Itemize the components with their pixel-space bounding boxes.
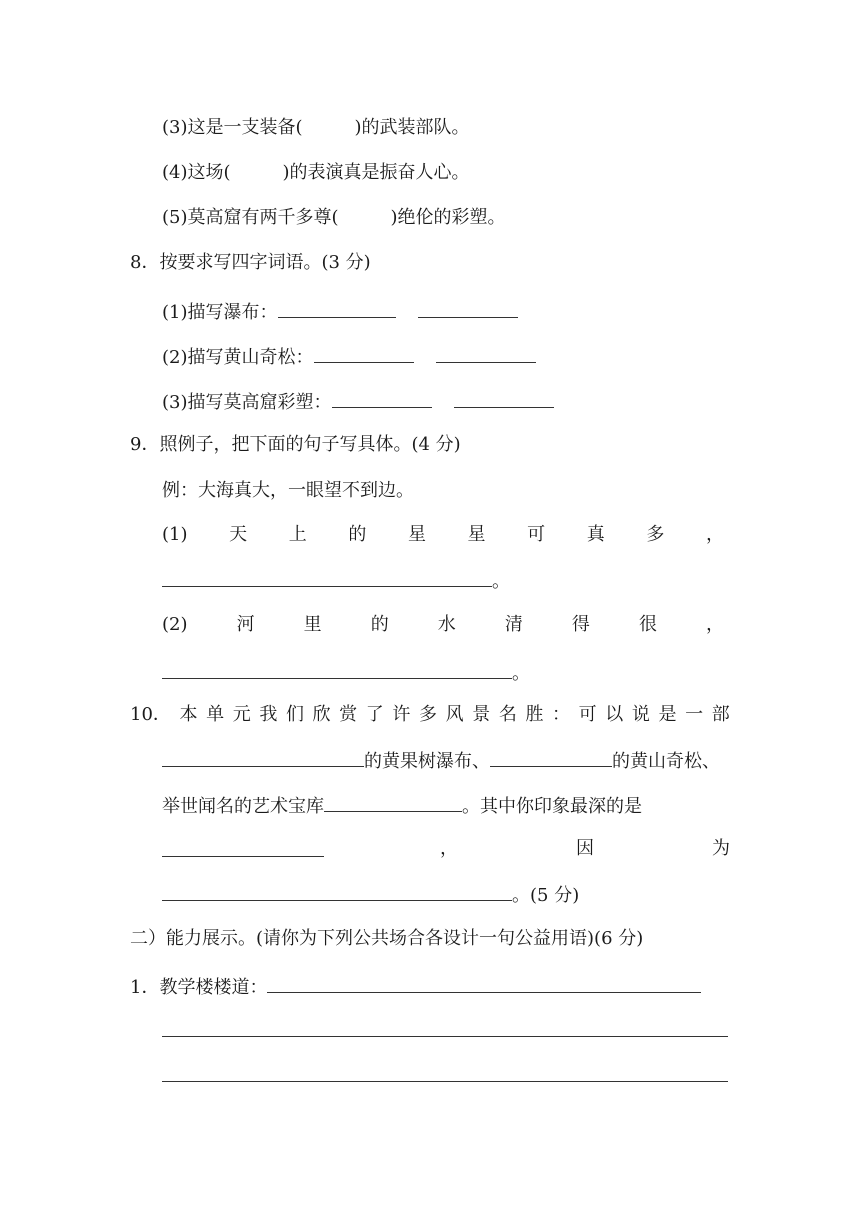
q9-item-2-continuation [162, 658, 530, 684]
q10-char: 可 [578, 704, 597, 725]
q10-char: 了 [365, 704, 384, 725]
q9-item-2-char: ， [706, 614, 724, 635]
answer-blank[interactable] [162, 836, 324, 857]
q10-char: 本 [179, 704, 198, 725]
q10-char: 说 [631, 704, 650, 725]
q10-char: 欣 [312, 704, 331, 725]
q9-item-1-char: 的 [348, 524, 367, 545]
q7-item-4-before: (4)这场( [162, 162, 231, 183]
q10-char: 名 [498, 704, 517, 725]
answer-blank[interactable] [162, 566, 492, 587]
q9-item-2-char: (2) [162, 614, 188, 635]
q10-char-yin: 因 [576, 838, 594, 859]
q9-item-1-char: 真 [586, 524, 605, 545]
q9-example: 例：大海真大，一眼望不到边。 [162, 480, 414, 501]
q10-char: 们 [285, 704, 304, 725]
q10-char: 部 [711, 704, 730, 725]
answer-blank[interactable] [162, 746, 364, 767]
q8-title: 8．按要求写四字词语。(3 分) [130, 252, 371, 273]
q9-item-1-char: 星 [407, 524, 426, 545]
answer-blank[interactable] [332, 387, 432, 408]
q7-item-3-after: )的武装部队。 [354, 117, 470, 138]
q9-item-2-char: 河 [236, 614, 255, 635]
q7-item-3 [162, 115, 470, 141]
q9-item-2 [162, 612, 724, 638]
q9-item-2-char: 很 [638, 614, 657, 635]
q10-char: ： [552, 704, 571, 725]
q10-line-3 [162, 791, 642, 817]
q8-item-1-label: (1)描写瀑布： [162, 302, 278, 323]
q10-char: 风 [445, 704, 464, 725]
q7-item-5 [162, 205, 506, 231]
section-2-item-1 [130, 972, 701, 998]
period: 。 [512, 663, 530, 684]
q10-char: 是 [658, 704, 677, 725]
q10-char: 我 [259, 704, 278, 725]
q10-line-5-end: 。(5 分) [512, 885, 580, 906]
q10-char: 一 [685, 704, 704, 725]
q7-item-5-before: (5)莫高窟有两千多尊( [162, 207, 339, 228]
q9-item-1-char: 可 [527, 524, 546, 545]
q10-char: 元 [232, 704, 251, 725]
q10-char: 赏 [339, 704, 358, 725]
section-2-title: 二）能力展示。(请你为下列公共场合各设计一句公益用语)(6 分) [130, 928, 644, 949]
q10-line-4 [162, 836, 730, 862]
q10-char-wei: 为 [712, 838, 730, 859]
q10-char: 10． [130, 704, 171, 725]
answer-blank[interactable] [162, 658, 512, 679]
answer-blank[interactable] [418, 297, 518, 318]
q8-item-3-label: (3)描写莫高窟彩塑： [162, 392, 332, 413]
q8-item-2 [162, 342, 536, 368]
q9-item-2-char: 的 [370, 614, 389, 635]
q7-item-3-before: (3)这是一支装备( [162, 117, 303, 138]
answer-line[interactable] [162, 1036, 728, 1037]
q8-item-3 [162, 387, 554, 413]
q9-item-2-char: 得 [571, 614, 590, 635]
q10-char: 多 [419, 704, 437, 725]
q10-char: 许 [392, 704, 411, 725]
answer-blank[interactable] [454, 387, 554, 408]
q7-item-4 [162, 160, 470, 186]
answer-blank[interactable] [436, 342, 536, 363]
comma: ， [440, 838, 458, 859]
answer-blank[interactable] [278, 297, 396, 318]
q9-item-1-char: ， [705, 524, 724, 545]
q9-item-1-char: 星 [467, 524, 486, 545]
q10-char: 以 [605, 704, 624, 725]
q10-line-1 [130, 702, 730, 728]
q9-item-1 [162, 522, 724, 548]
answer-line[interactable] [162, 1081, 728, 1082]
q10-char: 胜 [525, 704, 544, 725]
q9-item-2-char: 水 [437, 614, 456, 635]
q10-char: 景 [472, 704, 491, 725]
q7-item-5-after: )绝伦的彩塑。 [390, 207, 506, 228]
q10-line-3-a: 举世闻名的艺术宝库 [162, 796, 324, 817]
q10-char: 单 [206, 704, 225, 725]
q10-line-3-b: 。其中你印象最深的是 [462, 796, 642, 817]
section-2-item-1-label: 1．教学楼楼道： [130, 977, 268, 998]
q8-item-2-label: (2)描写黄山奇松： [162, 347, 314, 368]
q7-item-4-after: )的表演真是振奋人心。 [282, 162, 470, 183]
answer-blank[interactable] [267, 972, 701, 993]
q9-title: 9．照例子，把下面的句子写具体。(4 分) [130, 434, 461, 455]
q10-line-2-a: 的黄果树瀑布、 [364, 751, 490, 772]
q9-item-1-char: 天 [229, 524, 248, 545]
q8-item-1 [162, 297, 518, 323]
q10-line-5 [162, 880, 579, 906]
answer-blank[interactable] [162, 880, 512, 901]
q9-item-1-char: 多 [646, 524, 665, 545]
q9-item-1-continuation [162, 566, 510, 592]
q10-line-2 [162, 746, 720, 772]
answer-blank[interactable] [314, 342, 414, 363]
q9-item-2-char: 清 [504, 614, 523, 635]
period: 。 [492, 571, 510, 592]
answer-blank[interactable] [490, 746, 612, 767]
answer-blank[interactable] [324, 791, 462, 812]
q9-item-1-char: (1) [162, 524, 188, 545]
q9-item-1-char: 上 [288, 524, 307, 545]
q10-line-2-b: 的黄山奇松、 [612, 751, 720, 772]
q9-item-2-char: 里 [303, 614, 322, 635]
